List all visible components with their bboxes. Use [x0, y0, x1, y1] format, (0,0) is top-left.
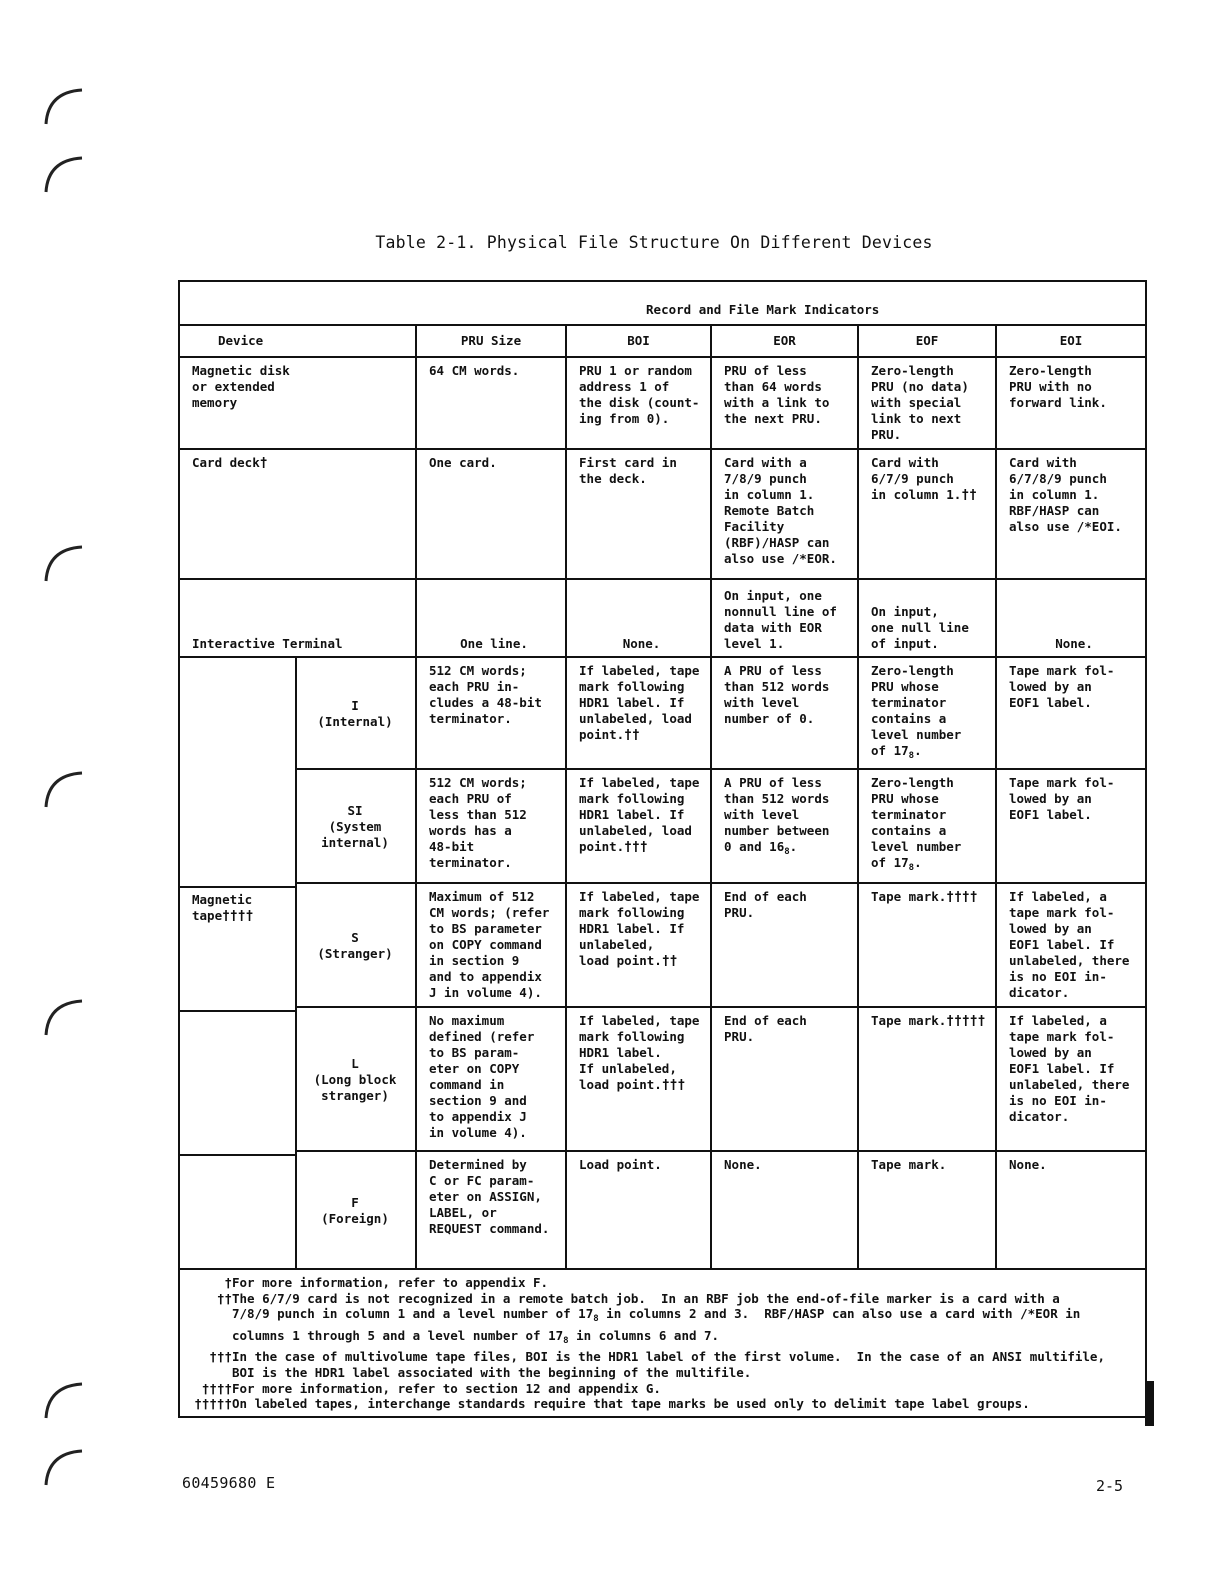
footnote-3: †††In the case of multivolume tape files, BOI is the HDR1 label of the first volume. In the case of an ANSI multifile, BOI is the HDR1 label associated with the beginning of the multifile.	[209, 1349, 1105, 1380]
cell-device-card: Card deck†	[179, 449, 416, 579]
footnote-ref: ††††	[222, 909, 254, 924]
cell-eoi-i: Tape mark fol- lowed by an EOF1 label.	[996, 657, 1146, 769]
cell-eoi-disk: Zero-length PRU with no forward link.	[996, 357, 1146, 449]
group-header: Record and File Mark Indicators	[566, 281, 1146, 325]
header-eof: EOF	[858, 325, 996, 357]
table-row	[179, 657, 1146, 769]
cell-eor-i: A PRU of less than 512 words with level number of 0.	[711, 657, 858, 769]
cell-pru-si: 512 CM words; each PRU of less than 512 words has a 48-bit terminator.	[416, 769, 566, 883]
footnote-ref: †††††	[946, 1014, 986, 1029]
footnote-2: ††The 6/7/9 card is not recognized in a remote batch job. In an RBF job the end-of-file marker is a card with a 7/8/9 punch in column 1 and a level number of $17_8$ in columns 2 and 3. RBF/HASP can also use a card with /*EOR in columns 1 through 5 and a level number of $17_8$ in columns 6 and 7.	[216, 1290, 1081, 1346]
cell-device-tape: Magnetic tape††††	[179, 657, 296, 1269]
footnote-ref: †††	[624, 840, 648, 855]
header-pru-size: PRU Size	[416, 325, 566, 357]
cell-eoi-f: None.	[996, 1151, 1146, 1269]
table-row	[179, 883, 1146, 1007]
footnote-ref: ††	[624, 728, 640, 743]
cell-boi-terminal: None.	[566, 579, 711, 657]
binder-hole	[42, 995, 90, 1045]
footnotes	[179, 1269, 1146, 1417]
cell-eof-terminal: On input, one null line of input.	[858, 579, 996, 657]
footnote-ref: ††††	[946, 890, 978, 905]
cell-mode-s: S (Stranger)	[296, 883, 416, 1007]
cell-boi-f: Load point.	[566, 1151, 711, 1269]
cell-boi-i: If labeled, tape mark following HDR1 label. If unlabeled, load point.††	[566, 657, 711, 769]
table-title: Table 2-1. Physical File Structure On Different Devices	[375, 233, 933, 252]
cell-eor-f: None.	[711, 1151, 858, 1269]
footnote-ref: †††	[661, 1078, 686, 1093]
cell-boi-card: First card in the deck.	[566, 449, 711, 579]
cell-eof-card: Card with 6/7/9 punch in column 1.††	[858, 449, 996, 579]
footnote-ref: †	[259, 456, 268, 471]
cell-pru-s: Maximum of 512 CM words; (refer to BS parameter on COPY command in section 9 and to appendix J in volume 4).	[416, 883, 566, 1007]
cell-eof-i: Zero-length PRU whose terminator contains a level number of $17_8$.	[858, 657, 996, 769]
binder-hole	[42, 152, 90, 202]
table-row	[179, 1151, 1146, 1269]
cell-mode-si: SI (System internal)	[296, 769, 416, 883]
cell-device-disk: Magnetic disk or extended memory	[179, 357, 416, 449]
cell-eoi-s: If labeled, a tape mark fol- lowed by an EOF1 label. If unlabeled, there is no EOI in- dicator.	[996, 883, 1146, 1007]
change-bar	[1145, 1381, 1154, 1426]
cell-eoi-card: Card with 6/7/8/9 punch in column 1. RBF/HASP can also use /*EOI.	[996, 449, 1146, 579]
cell-pru-terminal: One line.	[416, 579, 566, 657]
header-boi: BOI	[566, 325, 711, 357]
header-eoi: EOI	[996, 325, 1146, 357]
table-row	[179, 357, 1146, 449]
cell-eor-terminal: On input, one nonnull line of data with EOR level 1.	[711, 579, 858, 657]
binder-hole	[42, 1378, 90, 1428]
cell-boi-l: If labeled, tape mark following HDR1 label. If unlabeled, load point.†††	[566, 1007, 711, 1151]
header-blank	[179, 281, 566, 325]
footnotes-row	[179, 1269, 1146, 1417]
footnote-ref: ††	[961, 488, 977, 503]
cell-eof-f: Tape mark.	[858, 1151, 996, 1269]
header-eor: EOR	[711, 325, 858, 357]
footnote-4: ††††For more information, refer to section 12 and appendix G.	[201, 1380, 661, 1396]
cell-mode-i: I (Internal)	[296, 657, 416, 769]
cell-eor-card: Card with a 7/8/9 punch in column 1. Remote Batch Facility (RBF)/HASP can also use /*EOR.	[711, 449, 858, 579]
cell-eor-s: End of each PRU.	[711, 883, 858, 1007]
cell-eof-l: Tape mark.†††††	[858, 1007, 996, 1151]
cell-eor-si: A PRU of less than 512 words with level number between 0 and $16_8$.	[711, 769, 858, 883]
binder-hole	[42, 541, 90, 591]
cell-device-terminal: Interactive Terminal	[179, 579, 416, 657]
cell-eof-s: Tape mark.††††	[858, 883, 996, 1007]
cell-eof-disk: Zero-length PRU (no data) with special link to next PRU.	[858, 357, 996, 449]
table-row	[179, 449, 1146, 579]
document-number: 60459680 E	[182, 1474, 276, 1492]
cell-pru-disk: 64 CM words.	[416, 357, 566, 449]
cell-eoi-terminal: None.	[996, 579, 1146, 657]
binder-hole	[42, 1445, 90, 1495]
cell-boi-si: If labeled, tape mark following HDR1 label. If unlabeled, load point.†††	[566, 769, 711, 883]
cell-pru-l: No maximum defined (refer to BS param- eter on COPY command in section 9 and to appendix J in volume 4).	[416, 1007, 566, 1151]
cell-pru-f: Determined by C or FC param- eter on ASSIGN, LABEL, or REQUEST command.	[416, 1151, 566, 1269]
cell-eof-si: Zero-length PRU whose terminator contains a level number of $17_8$.	[858, 769, 996, 883]
cell-eor-l: End of each PRU.	[711, 1007, 858, 1151]
table-row	[179, 579, 1146, 657]
footnote-5: †††††On labeled tapes, interchange standards require that tape marks be used only to delimit tape label groups.	[194, 1396, 1030, 1412]
footnote-1: †For more information, refer to appendix F.	[224, 1275, 549, 1290]
cell-eor-disk: PRU of less than 64 words with a link to the next PRU.	[711, 357, 858, 449]
cell-boi-s: If labeled, tape mark following HDR1 label. If unlabeled, load point.††	[566, 883, 711, 1007]
cell-pru-i: 512 CM words; each PRU in- cludes a 48-bit terminator.	[416, 657, 566, 769]
header-device: Device	[179, 325, 416, 357]
file-structure-table	[178, 280, 1147, 1418]
table-row	[179, 769, 1146, 883]
cell-eoi-si: Tape mark fol- lowed by an EOF1 label.	[996, 769, 1146, 883]
cell-pru-card: One card.	[416, 449, 566, 579]
footnote-ref: ††	[661, 954, 678, 969]
cell-eoi-l: If labeled, a tape mark fol- lowed by an EOF1 label. If unlabeled, there is no EOI in- dicator.	[996, 1007, 1146, 1151]
binder-hole	[42, 767, 90, 817]
cell-mode-l: L (Long block stranger)	[296, 1007, 416, 1151]
table-row	[179, 1007, 1146, 1151]
cell-boi-disk: PRU 1 or random address 1 of the disk (count- ing from 0).	[566, 357, 711, 449]
page-number: 2-5	[1096, 1477, 1124, 1495]
binder-hole	[42, 84, 90, 134]
cell-mode-f: F (Foreign)	[296, 1151, 416, 1269]
